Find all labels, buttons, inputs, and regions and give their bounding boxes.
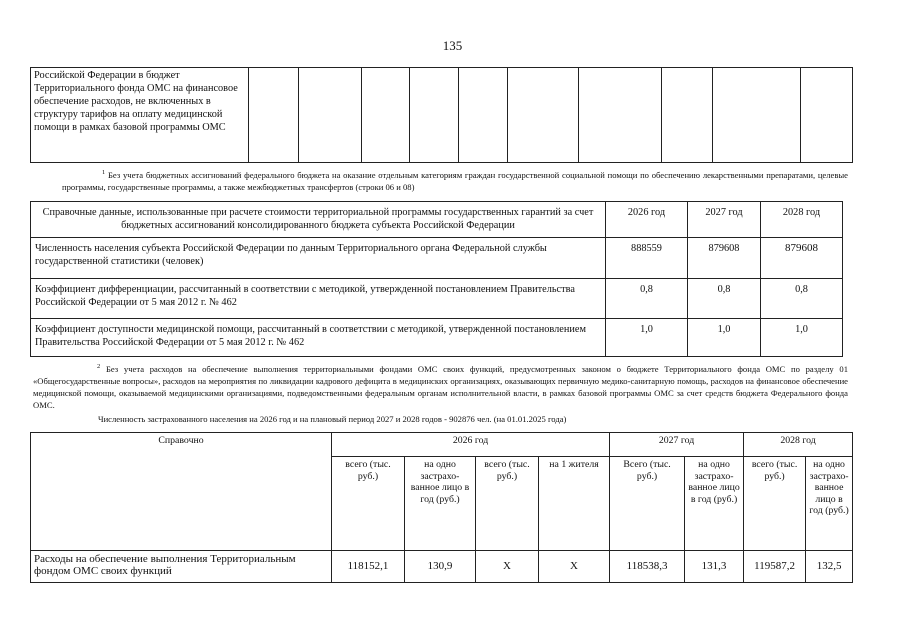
info-cell: 119587,2 xyxy=(744,551,806,583)
ref-cell: 879608 xyxy=(761,238,843,279)
info-header-2027: 2027 год xyxy=(610,433,744,457)
ref-cell: 879608 xyxy=(688,238,761,279)
info-subheader: на одно застрахо-ванное лицо в год (руб.) xyxy=(685,457,744,551)
table-header-row xyxy=(31,202,843,238)
empty-cell xyxy=(801,68,853,163)
footnote-marker: 1 xyxy=(102,169,106,176)
empty-cell xyxy=(508,68,579,163)
ref-cell: 888559 xyxy=(606,238,688,279)
info-cell: Х xyxy=(476,551,539,583)
table-row xyxy=(31,238,843,279)
info-subheader: на 1 жителя xyxy=(539,457,610,551)
page-number: 135 xyxy=(442,38,463,53)
info-header-ref: Справочно xyxy=(31,433,332,551)
empty-cell xyxy=(459,68,508,163)
footnote-1 xyxy=(62,167,848,193)
empty-cell xyxy=(249,68,299,163)
empty-cell xyxy=(362,68,410,163)
table-header-row xyxy=(31,433,853,457)
footnote-2 xyxy=(33,361,848,411)
info-subheader: на одно застрахо-ванное лицо в год (руб.) xyxy=(806,457,853,551)
info-cell: Х xyxy=(539,551,610,583)
info-cell: 118538,3 xyxy=(610,551,685,583)
ref-header-2026: 2026 год xyxy=(606,202,688,238)
info-subheader: всего (тыс. руб.) xyxy=(744,457,806,551)
info-row-label: Расходы на обеспечение выполнения Территориальным фондом ОМС своих функций xyxy=(31,551,332,583)
info-header-2028: 2028 год xyxy=(744,433,853,457)
info-cell: 130,9 xyxy=(405,551,476,583)
info-cell: 118152,1 xyxy=(332,551,405,583)
ref-cell: 0,8 xyxy=(761,279,843,319)
info-header-2026: 2026 год xyxy=(332,433,610,457)
ref-row-label: Коэффициент дифференциации, рассчитанный в соответствии с методикой, утвержденной постановлением Правительства Российской Федерации от 5 мая 2012 г. № 462 xyxy=(31,279,606,319)
table-row xyxy=(31,279,843,319)
empty-cell xyxy=(410,68,459,163)
empty-cell xyxy=(299,68,362,163)
info-table xyxy=(30,432,853,583)
table-row xyxy=(31,551,853,583)
empty-cell xyxy=(713,68,801,163)
row-label: Российской Федерации в бюджет Территориального фонда ОМС на финансовое обеспечение расходов, не включенных в структуру тарифов на оплату медицинской помощи в рамках базовой программы ОМС xyxy=(31,68,249,163)
ref-header-label: Справочные данные, использованные при расчете стоимости территориальной программы государственных гарантий за счет бюджетных ассигнований консолидированного бюджета субъекта Российской Федерации xyxy=(31,202,606,238)
table-row xyxy=(31,319,843,357)
info-cell: 132,5 xyxy=(806,551,853,583)
ref-row-label: Коэффициент доступности медицинской помощи, рассчитанный в соответствии с методикой, утвержденной постановлением Правительства Российской Федерации от 5 мая 2012 г. № 462 xyxy=(31,319,606,357)
table-row xyxy=(31,68,853,163)
empty-cell xyxy=(662,68,713,163)
info-subheader: Всего (тыс. руб.) xyxy=(610,457,685,551)
ref-cell: 1,0 xyxy=(606,319,688,357)
ref-cell: 1,0 xyxy=(688,319,761,357)
info-subheader: всего (тыс. руб.) xyxy=(476,457,539,551)
empty-cell xyxy=(579,68,662,163)
ref-header-2028: 2028 год xyxy=(761,202,843,238)
info-cell: 131,3 xyxy=(685,551,744,583)
info-subheader: на одно застрахо-ванное лицо в год (руб.) xyxy=(405,457,476,551)
footnote-text: Без учета бюджетных ассигнований федерального бюджета на оказание отдельным категориям граждан государственной социальной помощи по обеспечению лекарственными препаратами, целевые программы, государственные программы, а также межбюджетных трансфертов (строки 06 и 08) xyxy=(62,169,848,192)
ref-cell: 0,8 xyxy=(606,279,688,319)
footnote-text: Без учета расходов на обеспечение выполнения территориальными фондами ОМС своих функций, предусмотренных законом о бюджете Территориального фонда ОМС по разделу 01 «Общегосударственные вопросы», расходов на мероприятия по ликвидации кадрового дефицита в медицинских организациях, оказывающих первичную медико-санитарную помощь, расходов на финансовое обеспечение медицинской помощи, оказываемой медицинскими организациями, подведомственными федеральным органам исполнительной власти, в рамках базовой программы ОМС за счет средств бюджета Федерального фонда ОМС. xyxy=(33,363,848,410)
ref-cell: 0,8 xyxy=(688,279,761,319)
reference-table xyxy=(30,201,843,357)
ref-row-label: Численность населения субъекта Российской Федерации по данным Территориального органа Федеральной службы государственной статистики (человек) xyxy=(31,238,606,279)
top-table xyxy=(30,67,853,163)
ref-header-2027: 2027 год xyxy=(688,202,761,238)
info-subheader: всего (тыс. руб.) xyxy=(332,457,405,551)
footnote-marker: 2 xyxy=(97,363,101,370)
ref-cell: 1,0 xyxy=(761,319,843,357)
population-note: Численность застрахованного населения на 2026 год и на плановый период 2027 и 2028 годов - 902876 чел. (на 01.01.2025 года) xyxy=(98,414,567,424)
